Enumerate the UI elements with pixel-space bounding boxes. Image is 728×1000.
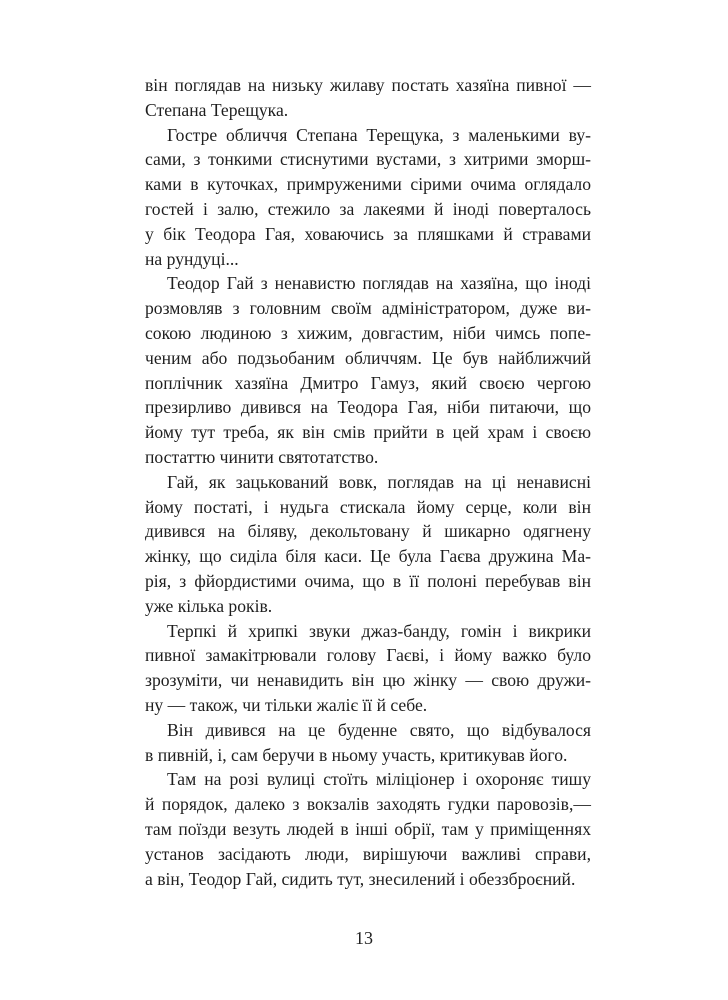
text-line: дивився на біляву, декольтовану й шикарно одягнену <box>145 521 591 542</box>
text-line: Гостре обличчя Степана Терещука, з маленькими ву- <box>167 124 591 145</box>
text-line: у бік Теодора Гая, ховаючись за пляшками й стравами <box>145 223 591 244</box>
text-line: ченим або подзьобаним обличчям. Це був найближчий <box>145 347 591 368</box>
text-line: й порядок, далеко з вокзалів заходять гудки паровозів,— <box>145 794 591 815</box>
text-line: жінку, що сиділа біля каси. Це була Гаєва дружина Ма- <box>145 546 591 567</box>
text-line: сокою людиною з хижим, довгастим, ніби чимсь попе- <box>145 322 591 343</box>
text-line: Теодор Гай з ненавистю поглядав на хазяїна, що іноді <box>167 273 591 294</box>
text-line: ками в куточках, примруженими сірими очима оглядало <box>145 174 591 195</box>
text-line: Там на розі вулиці стоїть міліціонер і охороняє тишу <box>167 769 591 790</box>
text-line: пивної замакітрювали голову Гаєві, і йому важко було <box>145 645 591 666</box>
text-line: зрозуміти, чи ненавидить він цю жінку — свою дружи- <box>145 670 591 691</box>
text-line: гостей і залю, стежило за лакеями й іноді поверталось <box>145 198 591 219</box>
text-line: там поїзди везуть людей в інші обрії, там у приміщеннях <box>145 818 591 839</box>
text-line: сами, з тонкими стиснутими вустами, з хитрими зморш- <box>145 149 591 170</box>
text-line: він поглядав на низьку жилаву постать хазяїна пивної — <box>145 75 591 95</box>
page-number: 13 <box>355 928 373 948</box>
text-line: йому тут треба, як він смів прийти в цей храм і своєю <box>145 422 591 443</box>
text-line: Степана Терещука. <box>145 99 289 120</box>
text-line: Терпкі й хрипкі звуки джаз-банду, гомін і викрики <box>167 620 591 641</box>
text-line: уже кілька років. <box>145 595 273 616</box>
text-line: Гай, як зацькований вовк, поглядав на ці ненависні <box>167 471 591 492</box>
text-line: установ засідають люди, вирішуючи важливі справи, <box>145 843 591 864</box>
text-line: ну — також, чи тільки жаліє її й себе. <box>145 694 428 715</box>
text-line: рія, з фйордистими очима, що в її полоні перебував він <box>145 570 591 591</box>
text-line: на рундуці... <box>145 248 239 269</box>
body-text <box>145 73 591 891</box>
text-line: йому постаті, і нудьга стискала йому серце, коли він <box>145 496 591 517</box>
text-line: презирливо дивився на Теодора Гая, ніби питаючи, що <box>145 397 591 418</box>
text-line: поплічник хазяїна Дмитро Гамуз, який своєю чергою <box>145 372 591 393</box>
text-line: Він дивився на це буденне свято, що відбувалося <box>167 719 591 740</box>
text-line: в пивній, і, сам беручи в ньому участь, критикував його. <box>145 744 568 765</box>
text-line: а він, Теодор Гай, сидить тут, знесилений і обеззброєний. <box>145 868 576 889</box>
text-line: розмовляв з головним своїм адміністратором, дуже ви- <box>145 298 591 319</box>
text-line: постаттю чинити святотатство. <box>145 446 379 467</box>
